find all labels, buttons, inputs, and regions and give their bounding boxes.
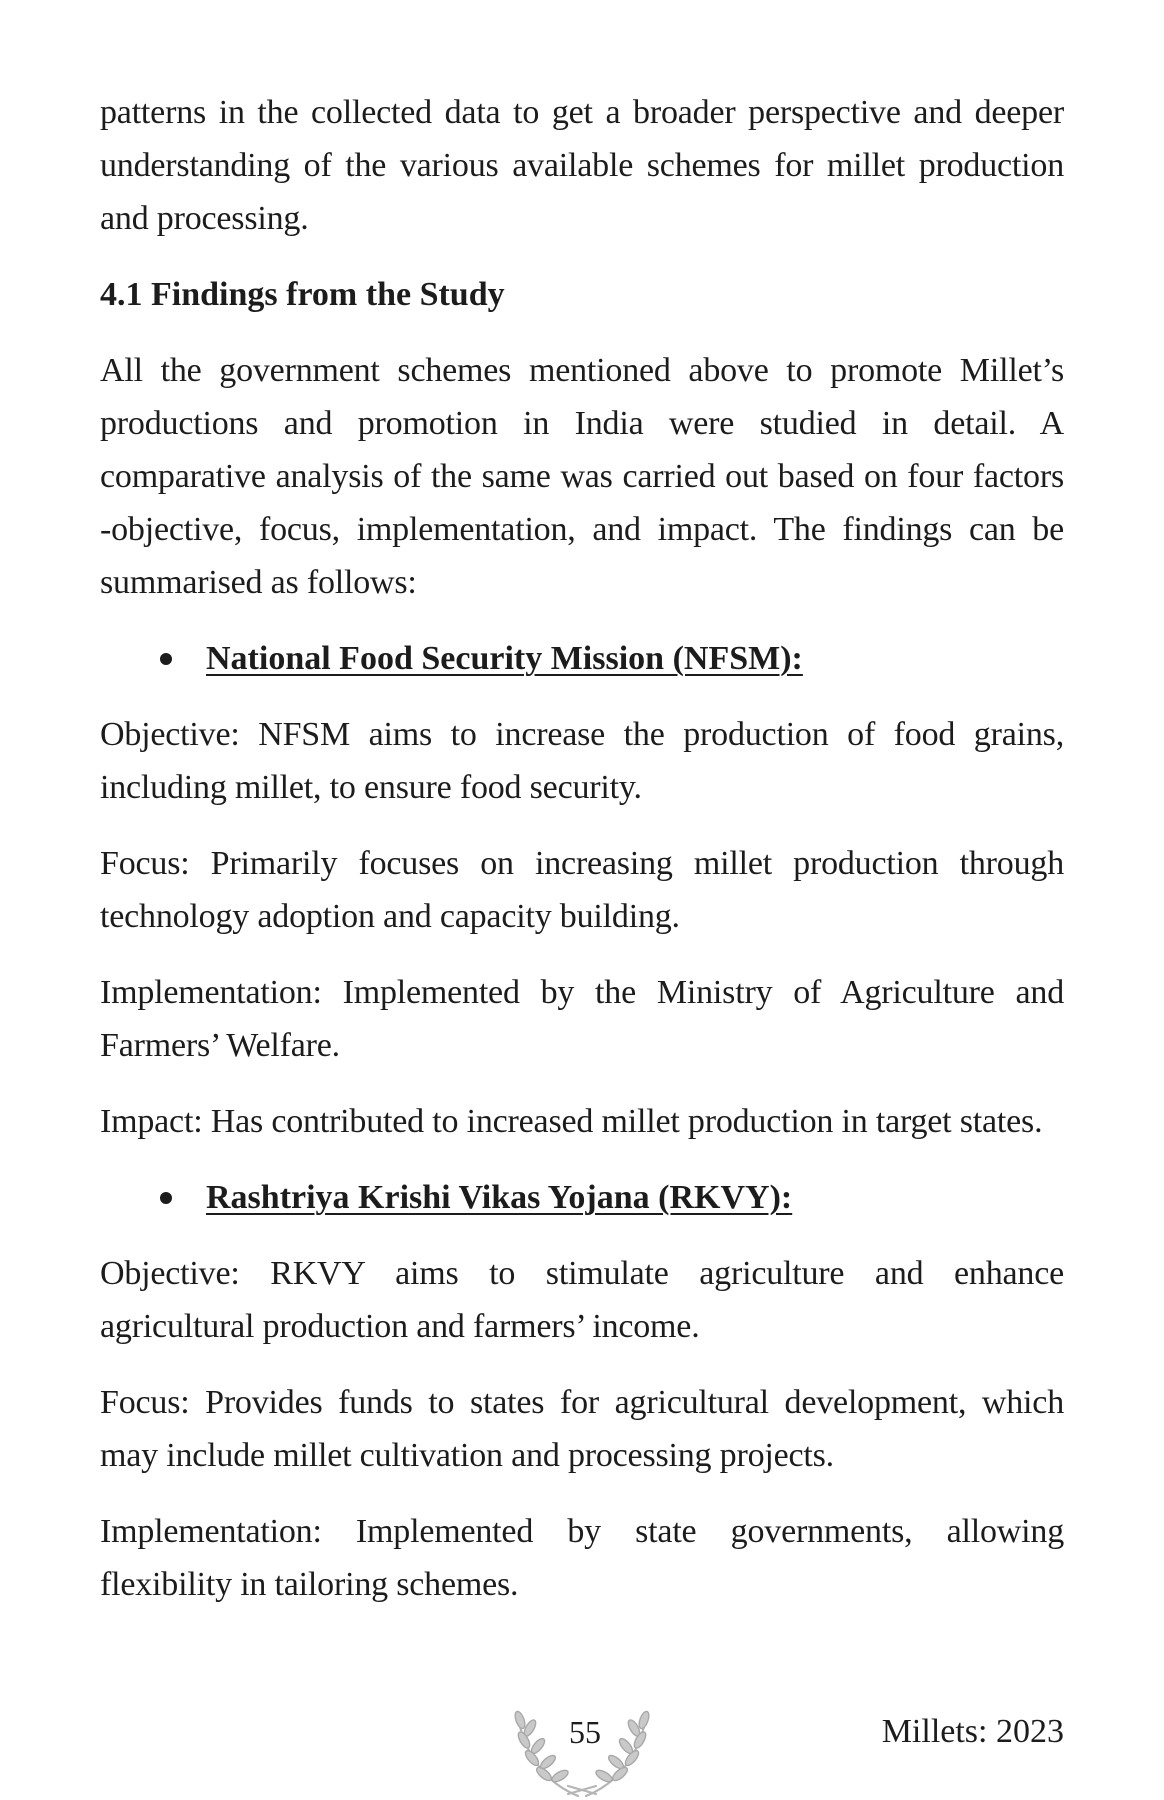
section-heading: 4.1 Findings from the Study xyxy=(100,276,505,313)
page-number: 55 xyxy=(569,1714,601,1750)
intro-paragraph: patterns in the collected data to get a broader perspective and deeper understanding of the various available schemes for millet production and processing. xyxy=(100,94,1064,237)
page-body xyxy=(100,86,1064,1634)
nfsm-objective: Objective: NFSM aims to increase the production of food grains, including millet, to ensure food security. xyxy=(100,716,1064,806)
rkvy-objective: Objective: RKVY aims to stimulate agriculture and enhance agricultural production and farmers’ income. xyxy=(100,1255,1064,1345)
scheme-bullet-rkvy xyxy=(100,1171,1064,1224)
nfsm-focus: Focus: Primarily focuses on increasing millet production through technology adoption and capacity building. xyxy=(100,845,1064,935)
bullet-icon xyxy=(160,1192,172,1204)
nfsm-impact: Impact: Has contributed to increased millet production in target states. xyxy=(100,1103,1043,1140)
running-title: Millets: 2023 xyxy=(881,1713,1064,1750)
bullet-icon xyxy=(160,653,172,665)
rkvy-focus: Focus: Provides funds to states for agricultural development, which may include millet cultivation and processing projects. xyxy=(100,1384,1064,1474)
rkvy-implementation: Implementation: Implemented by state governments, allowing flexibility in tailoring schemes. xyxy=(100,1513,1064,1603)
section-lead-paragraph: All the government schemes mentioned above to promote Millet’s productions and promotion in India were studied in detail. A comparative analysis of the same was carried out based on four factors -objective, focus, implementation, and impact. The findings can be summarised as follows: xyxy=(100,352,1064,601)
scheme-bullet-nfsm xyxy=(100,632,1064,685)
page-footer xyxy=(0,1700,1164,1800)
scheme-title-rkvy: Rashtriya Krishi Vikas Yojana (RKVY): xyxy=(206,1178,793,1216)
nfsm-implementation: Implementation: Implemented by the Ministry of Agriculture and Farmers’ Welfare. xyxy=(100,974,1064,1064)
scheme-title-nfsm: National Food Security Mission (NFSM): xyxy=(206,639,803,677)
